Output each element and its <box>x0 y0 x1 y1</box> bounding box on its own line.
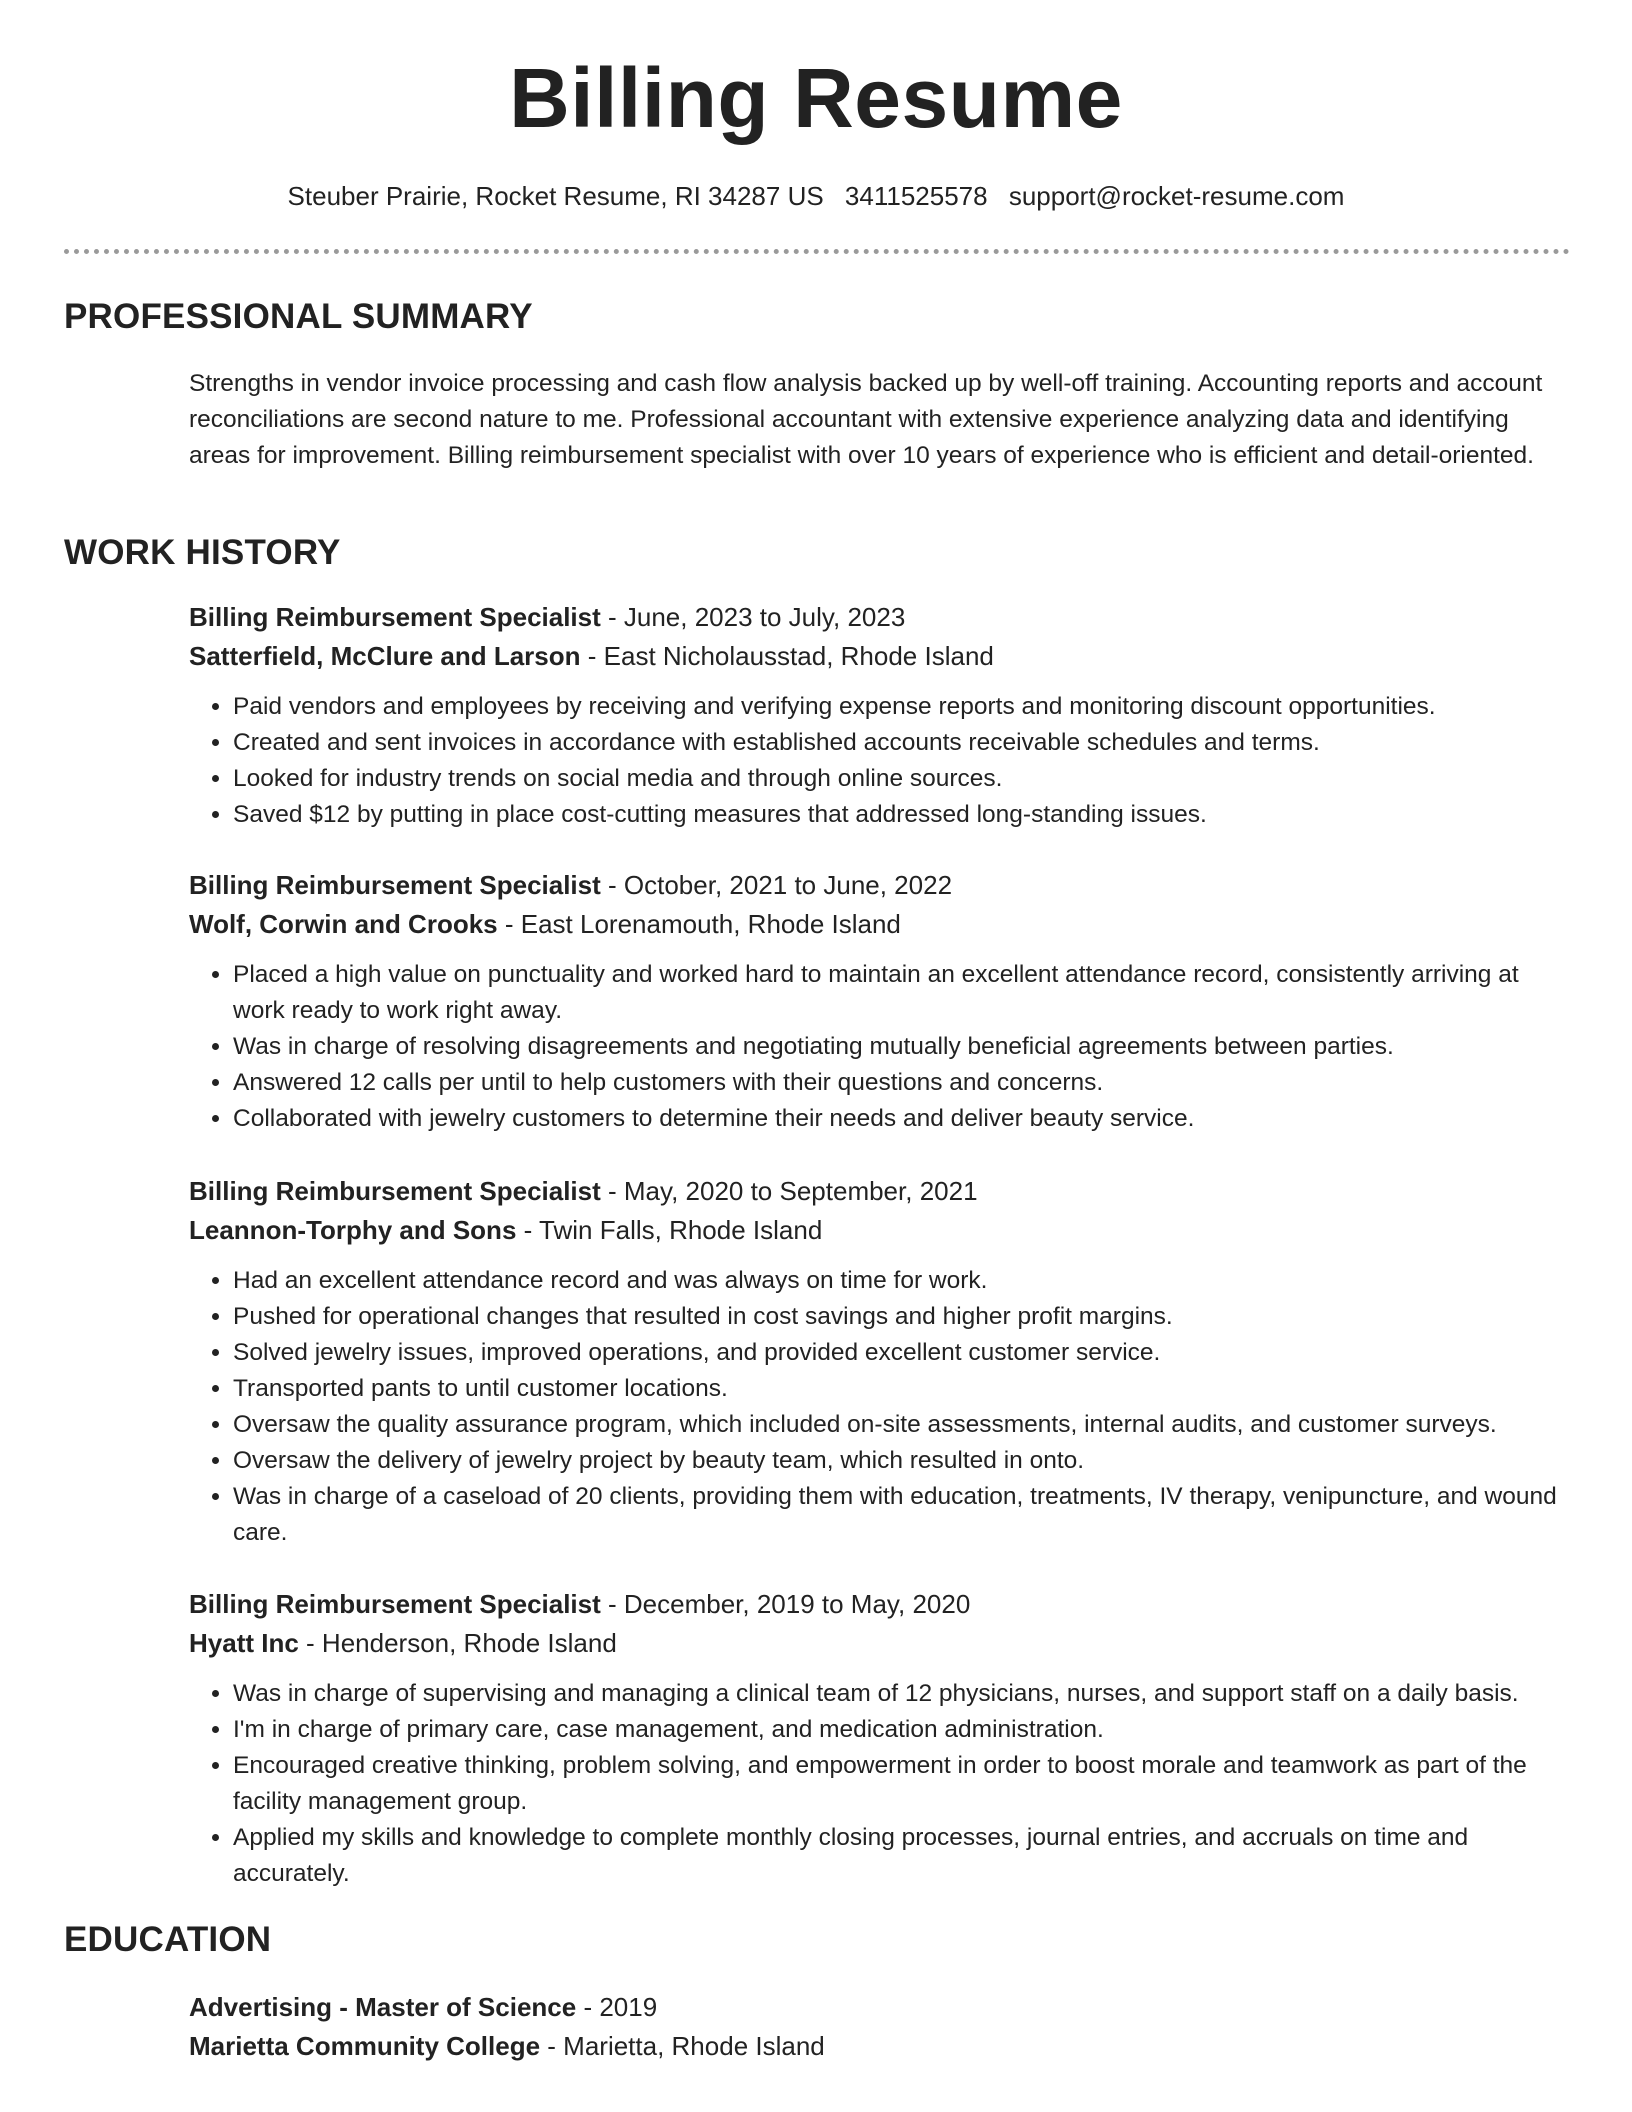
job-company: Hyatt Inc <box>189 1628 299 1658</box>
job-entry <box>189 866 1569 1137</box>
job-title: Billing Reimbursement Specialist <box>189 1589 601 1619</box>
job-bullets <box>189 689 1569 833</box>
summary-text: Strengths in vendor invoice processing and cash flow analysis backed up by well-off training. Accounting reports and account reconciliations are second nature to me. Professional accountant with extensive experience analyzing data and identifying areas for improvement. Billing reimbursement specialist with over 10 years of experience who is efficient and detail-oriented. <box>189 370 1543 469</box>
job-bullet: • Transported pants to until customer locations. <box>233 1371 1569 1407</box>
education-degree-line <box>189 1988 1569 2027</box>
job-entry <box>189 1172 1569 1551</box>
education-school: Marietta Community College <box>189 2031 541 2061</box>
job-bullet: • Placed a high value on punctuality and worked hard to maintain an excellent attendance record, consistently arriving at work ready to work right away. <box>233 957 1569 1029</box>
education-school-line <box>189 2027 1569 2066</box>
job-bullet: • Looked for industry trends on social media and through online sources. <box>233 761 1569 797</box>
job-bullet: • Was in charge of resolving disagreements and negotiating mutually beneficial agreements between parties. <box>233 1029 1569 1065</box>
job-bullet: • Encouraged creative thinking, problem solving, and empowerment in order to boost morale and teamwork as part of the facility management group. <box>233 1748 1569 1820</box>
job-bullet: • Was in charge of supervising and managing a clinical team of 12 physicians, nurses, and support staff on a daily basis. <box>233 1676 1569 1712</box>
job-bullet: • Paid vendors and employees by receiving and verifying expense reports and monitoring discount opportunities. <box>233 689 1569 725</box>
job-company-line <box>189 637 1569 676</box>
job-company: Leannon-Torphy and Sons <box>189 1215 517 1245</box>
job-bullet: • Answered 12 calls per until to help customers with their questions and concerns. <box>233 1065 1569 1101</box>
job-company-line <box>189 1624 1569 1663</box>
job-title-line <box>189 598 1569 637</box>
job-bullet: • Oversaw the delivery of jewelry project by beauty team, which resulted in onto. <box>233 1443 1569 1479</box>
job-bullet: • Collaborated with jewelry customers to determine their needs and deliver beauty service. <box>233 1101 1569 1137</box>
contact-address: Steuber Prairie, Rocket Resume, RI 34287 US <box>287 181 824 211</box>
job-location: - East Lorenamouth, Rhode Island <box>497 909 901 939</box>
job-title-line <box>189 1585 1569 1624</box>
job-bullet: • Saved $12 by putting in place cost-cutting measures that addressed long-standing issues. <box>233 797 1569 833</box>
job-title-line <box>189 1172 1569 1211</box>
job-location: - East Nicholausstad, Rhode Island <box>580 641 994 671</box>
job-dates: - December, 2019 to May, 2020 <box>600 1589 971 1619</box>
job-entry <box>189 598 1569 833</box>
contact-email[interactable]: support@rocket-resume.com <box>1008 181 1345 211</box>
education-heading: EDUCATION <box>64 1920 272 1959</box>
job-dates: - May, 2020 to September, 2021 <box>600 1176 978 1206</box>
job-title: Billing Reimbursement Specialist <box>189 1176 601 1206</box>
contact-line <box>0 181 1632 212</box>
job-bullet: • Had an excellent attendance record and was always on time for work. <box>233 1263 1569 1299</box>
education-year: - 2019 <box>576 1992 658 2022</box>
job-company-line <box>189 1211 1569 1250</box>
job-title: Billing Reimbursement Specialist <box>189 602 601 632</box>
summary-heading: PROFESSIONAL SUMMARY <box>64 297 533 336</box>
job-bullet: • Pushed for operational changes that resulted in cost savings and higher profit margins. <box>233 1299 1569 1335</box>
job-dates: - October, 2021 to June, 2022 <box>600 870 953 900</box>
job-bullet: • Created and sent invoices in accordance with established accounts receivable schedules and terms. <box>233 725 1569 761</box>
job-bullet: • Solved jewelry issues, improved operations, and provided excellent customer service. <box>233 1335 1569 1371</box>
education-degree: Advertising - Master of Science <box>189 1992 577 2022</box>
education-entry <box>189 1988 1569 2066</box>
job-bullets <box>189 1263 1569 1551</box>
job-location: - Twin Falls, Rhode Island <box>516 1215 823 1245</box>
job-bullet: • Applied my skills and knowledge to complete monthly closing processes, journal entries, and accruals on time and accurately. <box>233 1820 1569 1892</box>
header-divider <box>64 249 1570 254</box>
job-entry <box>189 1585 1569 1892</box>
job-dates: - June, 2023 to July, 2023 <box>600 602 906 632</box>
contact-phone: 3411525578 <box>844 181 988 211</box>
job-company: Satterfield, McClure and Larson <box>189 641 581 671</box>
education-location: - Marietta, Rhode Island <box>540 2031 825 2061</box>
job-bullets <box>189 1676 1569 1892</box>
job-bullet: • Oversaw the quality assurance program, which included on-site assessments, internal audits, and customer surveys. <box>233 1407 1569 1443</box>
job-title: Billing Reimbursement Specialist <box>189 870 601 900</box>
job-bullets <box>189 957 1569 1137</box>
resume-title: Billing Resume <box>509 51 1123 145</box>
job-location: - Henderson, Rhode Island <box>298 1628 617 1658</box>
job-company: Wolf, Corwin and Crooks <box>189 909 498 939</box>
work-history-heading: WORK HISTORY <box>64 533 341 572</box>
job-company-line <box>189 905 1569 944</box>
job-title-line <box>189 866 1569 905</box>
job-bullet: • Was in charge of a caseload of 20 clients, providing them with education, treatments, IV therapy, venipuncture, and wound care. <box>233 1479 1569 1551</box>
job-bullet: • I'm in charge of primary care, case management, and medication administration. <box>233 1712 1569 1748</box>
